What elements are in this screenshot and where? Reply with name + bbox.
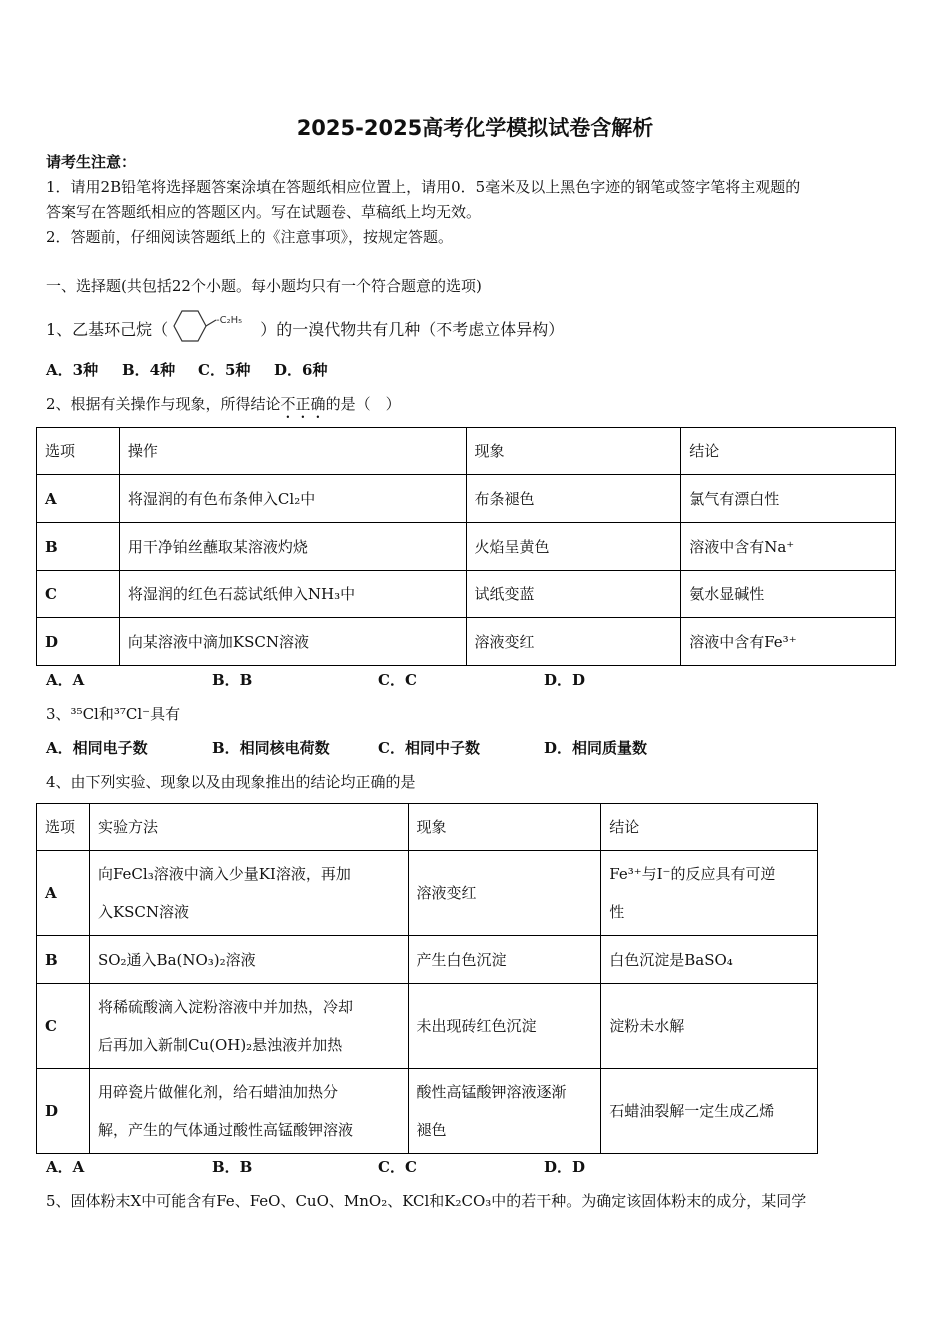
q2-suffix: 的是（ ）	[325, 395, 401, 413]
q4-table	[36, 803, 818, 1154]
notice-item-2: 2．答题前，仔细阅读答题纸上的《注意事项》，按规定答题。	[46, 228, 454, 246]
row-phenomenon: 溶液变红	[408, 851, 601, 936]
q4-options	[46, 1157, 585, 1177]
table-row	[37, 523, 896, 571]
question-1	[46, 312, 564, 348]
row-phenomenon: 产生白色沉淀	[408, 936, 601, 984]
q4-option-b[interactable]: B．B	[212, 1158, 253, 1176]
q4-option-c[interactable]: C．C	[378, 1158, 417, 1176]
row-operation: 将湿润的红色石蕊试纸伸入NH₃中	[119, 571, 466, 618]
header-phenomenon: 现象	[408, 804, 601, 851]
q1-option-b[interactable]: B．4种	[122, 361, 176, 379]
q3-option-c[interactable]: C．相同中子数	[378, 739, 480, 757]
row-option: A	[37, 851, 90, 936]
q1-prefix: 1、乙基环己烷（	[46, 320, 169, 339]
row-phenomenon: 布条褪色	[466, 475, 681, 523]
row-conclusion: 氯气有漂白性	[681, 475, 896, 523]
row-method: SO₂通入Ba(NO₃)₂溶液	[89, 936, 408, 984]
q4-option-a[interactable]: A．A	[46, 1158, 85, 1176]
q2-option-b[interactable]: B．B	[212, 671, 253, 689]
q2-option-d[interactable]: D．D	[544, 671, 586, 689]
row-conclusion: 石蜡油裂解一定生成乙烯	[601, 1069, 818, 1154]
q1-option-d[interactable]: D．6种	[274, 361, 328, 379]
row-phenomenon: 未出现砖红色沉淀	[408, 984, 601, 1069]
row-option: B	[37, 936, 90, 984]
ethyl-group-label: -C₂H₅	[216, 315, 243, 326]
header-operation: 操作	[119, 428, 466, 475]
header-conclusion: 结论	[681, 428, 896, 475]
row-conclusion: Fe³⁺与I⁻的反应具有可逆 性	[601, 851, 818, 936]
q1-option-c[interactable]: C．5种	[198, 361, 251, 379]
q1-options	[46, 360, 327, 380]
header-option: 选项	[37, 428, 120, 475]
row-conclusion: 氨水显碱性	[681, 571, 896, 618]
q2-emphasis: 不正确	[280, 395, 326, 413]
table-row	[37, 851, 818, 936]
q2-option-a[interactable]: A．A	[46, 671, 85, 689]
q1-suffix: ）的一溴代物共有几种（不考虑立体异构）	[260, 320, 565, 339]
header-method: 实验方法	[89, 804, 408, 851]
table-row	[37, 618, 896, 666]
row-operation: 用干净铂丝蘸取某溶液灼烧	[119, 523, 466, 571]
header-conclusion: 结论	[601, 804, 818, 851]
q2-option-c[interactable]: C．C	[378, 671, 417, 689]
table-row	[37, 984, 818, 1069]
table-row	[37, 571, 896, 618]
notice-item-1b: 答案写在答题纸相应的答题区内。写在试题卷、草稿纸上均无效。	[46, 203, 482, 221]
table-header-row	[37, 804, 818, 851]
row-conclusion: 溶液中含有Fe³⁺	[681, 618, 896, 666]
notice-item-1a: 1．请用2B铅笔将选择题答案涂填在答题纸相应位置上，请用0．5毫米及以上黑色字迹的钢笔或签字笔将主观题的	[46, 178, 801, 196]
row-conclusion: 溶液中含有Na⁺	[681, 523, 896, 571]
table-row	[37, 1069, 818, 1154]
row-conclusion: 淀粉未水解	[601, 984, 818, 1069]
q2-prefix: 2、根据有关操作与现象，所得结论	[46, 395, 281, 413]
row-conclusion: 白色沉淀是BaSO₄	[601, 936, 818, 984]
q3-option-a[interactable]: A．相同电子数	[46, 739, 148, 757]
notice-heading: 请考生注意：	[46, 153, 137, 171]
row-operation: 将湿润的有色布条伸入Cl₂中	[119, 475, 466, 523]
q2-options	[46, 670, 585, 690]
q4-option-d[interactable]: D．D	[544, 1158, 586, 1176]
q3-option-b[interactable]: B．相同核电荷数	[212, 739, 330, 757]
table-header-row	[37, 428, 896, 475]
row-phenomenon: 溶液变红	[466, 618, 681, 666]
row-method: 用碎瓷片做催化剂，给石蜡油加热分 解，产生的气体通过酸性高锰酸钾溶液	[89, 1069, 408, 1154]
row-option: A	[37, 475, 120, 523]
question-3: 3、³⁵Cl和³⁷Cl⁻具有	[46, 705, 181, 723]
header-phenomenon: 现象	[466, 428, 681, 475]
table-row	[37, 936, 818, 984]
row-operation: 向某溶液中滴加KSCN溶液	[119, 618, 466, 666]
row-option: D	[37, 618, 120, 666]
question-5: 5、固体粉末X中可能含有Fe、FeO、CuO、MnO₂、KCl和K₂CO₃中的若干种。为确定该固体粉末的成分，某同学	[46, 1192, 807, 1210]
ethylcyclohexane-structure	[168, 312, 260, 348]
q3-option-d[interactable]: D．相同质量数	[544, 739, 648, 757]
row-phenomenon: 酸性高锰酸钾溶液逐渐 褪色	[408, 1069, 601, 1154]
q3-options	[46, 738, 647, 758]
row-option: C	[37, 984, 90, 1069]
row-option: D	[37, 1069, 90, 1154]
question-4: 4、由下列实验、现象以及由现象推出的结论均正确的是	[46, 773, 416, 791]
row-phenomenon: 试纸变蓝	[466, 571, 681, 618]
row-method: 向FeCl₃溶液中滴入少量KI溶液，再加 入KSCN溶液	[89, 851, 408, 936]
section-heading: 一、选择题(共包括22个小题。每小题均只有一个符合题意的选项)	[46, 277, 482, 295]
header-option: 选项	[37, 804, 90, 851]
row-method: 将稀硫酸滴入淀粉溶液中并加热，冷却 后再加入新制Cu(OH)₂悬浊液并加热	[89, 984, 408, 1069]
table-row	[37, 475, 896, 523]
row-phenomenon: 火焰呈黄色	[466, 523, 681, 571]
q1-option-a[interactable]: A．3种	[46, 361, 99, 379]
row-option: B	[37, 523, 120, 571]
question-2	[46, 394, 401, 422]
q2-table	[36, 427, 896, 666]
page-title: 2025-2025高考化学模拟试卷含解析	[296, 116, 654, 140]
row-option: C	[37, 571, 120, 618]
